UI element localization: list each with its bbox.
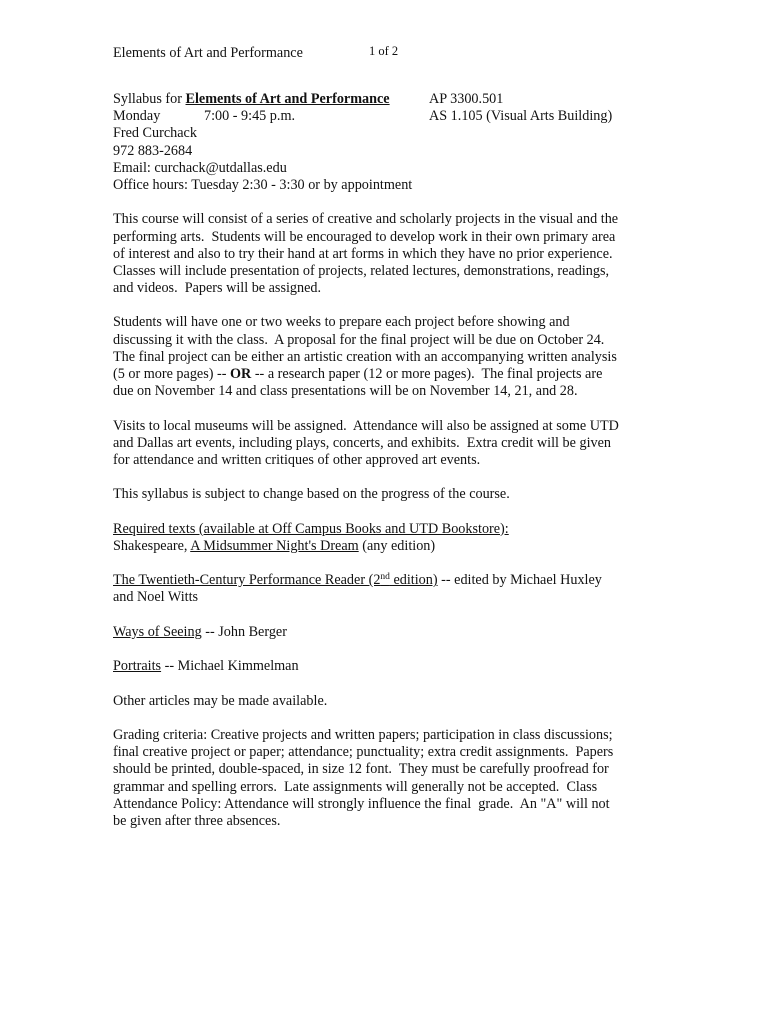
texts-heading: Required texts (available at Off Campus Books and UTD Bookstore): [113,520,509,537]
required-texts [113,521,658,555]
instructor-email: Email: curchack@utdallas.edu [113,159,287,176]
office-hours: Office hours: Tuesday 2:30 - 3:30 or by appointment [113,176,413,193]
course-title: Elements of Art and Performance [185,91,390,107]
schedule-line [113,108,658,125]
course-description: This course will consist of a series of creative and scholarly projects in the visual and the performing arts. Students will be encouraged to develop work in their own primary area of interest and also to try their hand at art forms in which they have no prior experience. Classes will include presentation of projects, related lectures, demonstrations, readings, and videos. Papers will be assigned. [113,211,619,297]
visits-paragraph: Visits to local museums will be assigned. Attendance will also be assigned at some UTD and Dallas art events, including plays, concerts, and exhibits. Extra credit will be given for attendance and written critiques of other approved art events. [113,417,619,468]
page-number: 1 of 2 [369,44,399,58]
course-info [113,91,658,194]
text-item: Ways of Seeing -- John Berger [113,623,287,640]
change-notice: This syllabus is subject to change based on the progress of the course. [113,486,510,503]
text-item: Shakespeare, A Midsummer Night's Dream (any edition) [113,537,436,554]
syllabus-prefix: Syllabus for [113,91,186,107]
text-item: The Twentieth-Century Performance Reader (2nd edition) -- edited by Michael Huxley and Noel Witts [113,572,602,606]
class-day: Monday [113,108,161,125]
course-code: AP 3300.501 [429,91,504,107]
instructor-phone: 972 883-2684 [113,142,193,159]
projects-paragraph: Students will have one or two weeks to prepare each project before showing and discussing it with the class. A proposal for the final project will be due on October 24. The final project can be either an artistic creation with an accompanying written analysis (5 or more pages) -- OR -- a research paper (12 or more pages). The final projects are due on November 14 and class presentations will be on November 14, 21, and 28. [113,314,617,400]
other-articles: Other articles may be made available. [113,692,328,709]
course-title-line [113,91,658,108]
instructor-name: Fred Curchack [113,125,197,142]
grading-criteria: Grading criteria: Creative projects and written papers; participation in class discussions; final creative project or paper; attendance; punctuality; extra credit assignments. Papers should be printed, double-spaced, in size 12 font. They must be carefully proofread for grammar and spelling errors. Late assignments will generally not be accepted. Class Attendance Policy: Attendance will strongly influence the final grade. An "A" will not be given after three absences. [113,726,614,829]
text-item: Portraits -- Michael Kimmelman [113,658,299,675]
class-room: AS 1.105 (Visual Arts Building) [429,108,613,125]
header-title: Elements of Art and Performance [113,45,303,61]
class-time: 7:00 - 9:45 p.m. [204,108,296,125]
document-body [113,91,658,830]
